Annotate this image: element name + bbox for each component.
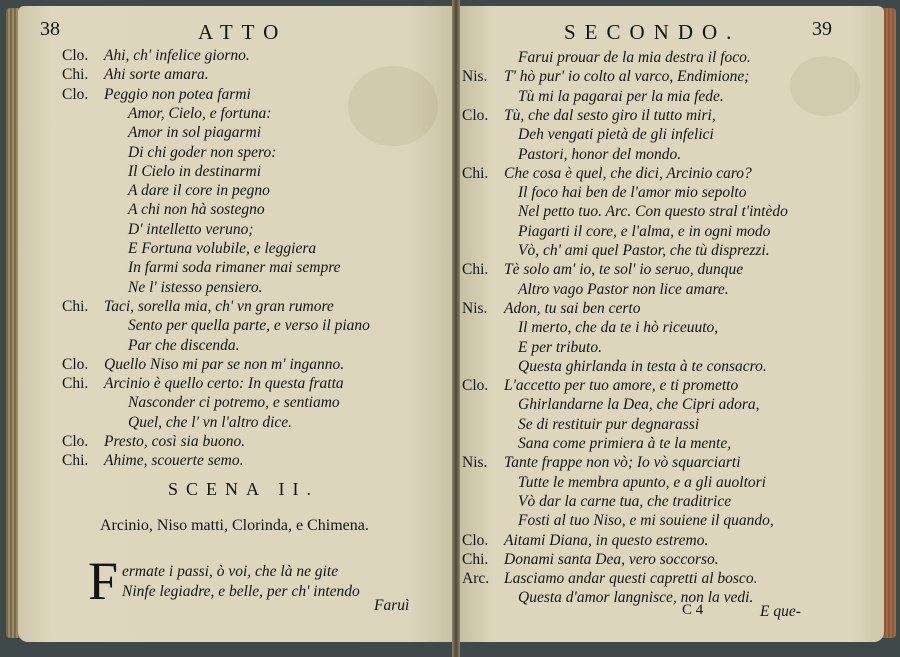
speaker-label: Clo. (462, 531, 489, 549)
verse-text: Di chi goder non spero: (128, 143, 277, 161)
text-line (518, 434, 731, 453)
catchword: Faruì (374, 597, 410, 614)
verse-text: Aitami Diana, in questo estremo. (504, 531, 709, 549)
verse-text: Presto, così sia buono. (104, 433, 246, 450)
verse-text: Ahi sorte amara. (104, 66, 209, 84)
verse-text: E per tributo. (518, 338, 602, 356)
speaker-label: Nis. (462, 299, 488, 317)
verse-text: Tù mi la pagarai per la mia fede. (518, 87, 724, 105)
verse-text: Quello Niso mi par se non m' inganno. (104, 355, 345, 373)
text-line (62, 65, 209, 84)
text-line (518, 125, 714, 144)
verse-text: T' hò pur' io colto al varco, Endimione; (504, 68, 750, 86)
text-line (518, 222, 770, 241)
verse-text: Amor in sol piagarmi (128, 124, 262, 142)
speaker-label: Chi. (62, 452, 89, 470)
verse-text: Amor, Cielo, e fortuna: (128, 104, 272, 122)
speaker-label: Arc. (462, 570, 490, 588)
speaker-label: Clo. (62, 355, 89, 373)
speaker-label: Clo. (62, 47, 89, 64)
scene-heading: SCENA II. (168, 479, 320, 499)
text-line (128, 143, 276, 162)
speaker-label: Nis. (462, 454, 488, 472)
running-head: ATTO (198, 20, 288, 44)
text-line (128, 413, 292, 432)
text-line (462, 260, 743, 279)
verse-text: Tè solo am' io, te sol' io seruo, dunque (504, 261, 744, 279)
left-page (18, 6, 454, 642)
text-line (128, 336, 239, 355)
speaker-label: Nis. (462, 68, 488, 86)
verse-text: Nasconder ci potremo, e sentiamo (128, 394, 340, 412)
text-line (518, 338, 602, 357)
paper-stain (790, 56, 860, 116)
verse-text: Ahi, ch' infelice giorno. (104, 47, 250, 64)
text-line (62, 355, 344, 374)
catchword: E que- (760, 603, 801, 620)
speaker-label: Chi. (62, 375, 89, 393)
verse-text: Tante frappe non vò; Io vò squarciarti (504, 454, 741, 472)
text-line (62, 374, 344, 393)
verse-text: Peggio non potea farmi (104, 85, 251, 103)
verse-text: Arcinio è quello certo: In questa fratta (104, 375, 344, 393)
speaker-label: Chi. (62, 66, 89, 84)
text-line (518, 87, 724, 106)
verse-text: Vò, ch' ami quel Pastor, che tù disprezzi. (518, 242, 770, 259)
verse-text: D' intelletto veruno; (128, 220, 254, 238)
verse-text: Altro vago Pastor non lice amare. (518, 280, 729, 298)
text-line (128, 123, 261, 142)
speaker-label: Clo. (62, 433, 89, 450)
text-line (518, 183, 746, 202)
text-line (518, 473, 766, 492)
verse-text: Sento per quella parte, e verso il piano (128, 317, 370, 335)
page-number: 38 (40, 18, 60, 40)
speaker-label: Chi. (62, 297, 89, 315)
text-line (62, 85, 251, 104)
text-line (128, 220, 254, 239)
text-line (518, 48, 751, 67)
verse-text: Fosti al tuo Niso, e mi souiene il quando, (518, 512, 774, 530)
text-line (128, 181, 270, 200)
text-line (128, 258, 341, 277)
text-line (462, 164, 752, 183)
text-line (128, 278, 262, 297)
scene-text-line: Ninfe legiadre, e belle, per ch' intendo (122, 583, 360, 600)
text-line (518, 492, 731, 511)
verse-text: In farmi soda rimaner mai sempre (128, 259, 341, 277)
verse-text: E Fortuna volubile, e leggiera (128, 240, 317, 257)
text-line (128, 162, 261, 181)
verse-text: Questa d'amor langnisce, non la vedi. (518, 589, 754, 607)
text-line (462, 299, 640, 318)
verse-text: Ahime, scouerte semo. (104, 452, 244, 470)
verse-text: Pastori, honor del mondo. (518, 145, 682, 163)
verse-text: A dare il core in pegno (128, 182, 270, 200)
text-line (62, 432, 245, 451)
text-line (518, 280, 729, 299)
speaker-label: Clo. (462, 377, 489, 395)
verse-text: Sana come primiera à te la mente, (518, 435, 732, 452)
verse-text: Par che discenda. (128, 336, 240, 354)
text-line (128, 393, 340, 412)
text-line (462, 376, 738, 395)
text-line (518, 588, 753, 607)
text-line (518, 241, 770, 260)
verse-text: Vò dar la carne tua, che traditrice (518, 492, 732, 510)
text-line (462, 569, 757, 588)
text-line (462, 67, 749, 86)
verse-text: Adon, tu sai ben certo (504, 299, 641, 317)
verse-text: Nel petto tuo. Arc. Con questo stral t'intèdo (518, 203, 788, 221)
speaker-label: Clo. (62, 85, 89, 103)
paper-stain (348, 66, 438, 146)
verse-text: Ghirlandarne la Dea, che Cipri adora, (518, 396, 760, 414)
text-line (128, 104, 271, 123)
verse-text: L'accetto per tuo amore, e ti prometto (504, 377, 739, 395)
scene-text-line: ermate i passi, ò voi, che là ne gite (122, 563, 339, 580)
verse-text: Che cosa è quel, che dici, Arcinio caro? (504, 164, 752, 182)
speaker-label: Chi. (462, 164, 489, 182)
text-line (128, 316, 370, 335)
scene-persons: Arcinio, Niso matti, Clorinda, e Chimena. (100, 517, 369, 534)
text-line (518, 357, 767, 376)
verse-text: Piagarti il core, e l'alma, e in ogni modo (518, 222, 771, 240)
verse-text: Farui prouar de la mia destra il foco. (518, 49, 751, 66)
verse-text: Donami santa Dea, vero soccorso. (504, 550, 719, 568)
drop-cap: F (88, 551, 119, 611)
verse-text: Il Cielo in destinarmi (128, 162, 262, 180)
text-line (462, 453, 741, 472)
text-line (462, 550, 719, 569)
text-line (128, 200, 265, 219)
speaker-label: Clo. (462, 106, 489, 124)
verse-text: Il foco hai ben de l'amor mio sepolto (518, 184, 747, 202)
verse-text: Lasciamo andar questi capretti al bosco. (504, 570, 758, 588)
text-line (518, 145, 681, 164)
verse-text: Quel, che l' vn l'altro dice. (128, 413, 293, 431)
text-line (518, 511, 774, 530)
verse-text: Il merto, che da te i hò riceuuto, (518, 319, 719, 337)
page-number: 39 (812, 18, 832, 40)
speaker-label: Chi. (462, 550, 489, 568)
text-line (518, 202, 788, 221)
text-line (62, 297, 334, 316)
text-line (62, 46, 250, 65)
text-line (128, 239, 316, 258)
text-line (518, 318, 718, 337)
book-gutter (452, 0, 460, 657)
text-line (518, 395, 760, 414)
verse-text: Tù, che dal sesto giro il tutto miri, (504, 106, 716, 124)
text-line (462, 106, 716, 125)
verse-text: A chi non hà sostegno (128, 201, 265, 219)
text-line (462, 531, 708, 550)
verse-text: Taci, sorella mia, ch' vn gran rumore (104, 297, 334, 315)
verse-text: Questa ghirlanda in testa à te consacro. (518, 357, 767, 375)
text-line (62, 451, 243, 470)
text-line (518, 415, 699, 434)
verse-text: Deh vengati pietà de gli infelici (518, 126, 714, 144)
right-page (460, 6, 884, 642)
verse-text: Tutte le membra apunto, e a gli auoltori (518, 473, 766, 491)
verse-text: Se di restituir pur degnarassi (518, 415, 700, 433)
verse-text: Ne l' istesso pensiero. (128, 278, 263, 296)
running-head: SECONDO. (564, 20, 741, 44)
signature-mark: C 4 (682, 602, 704, 618)
speaker-label: Chi. (462, 261, 489, 279)
